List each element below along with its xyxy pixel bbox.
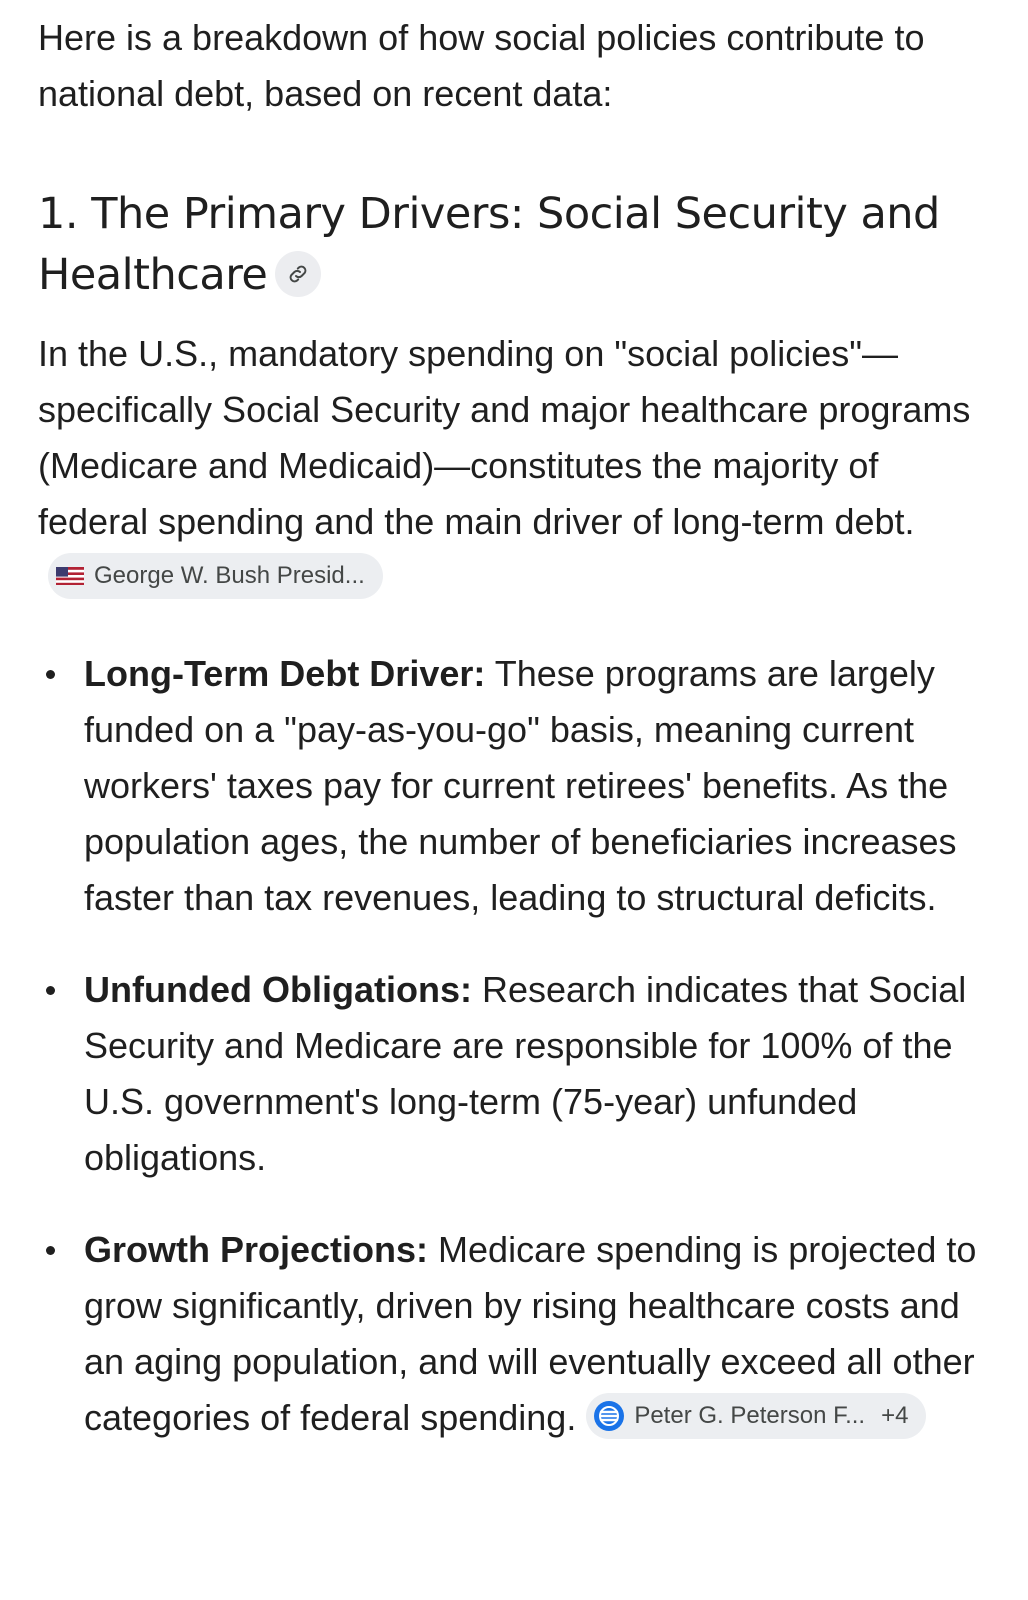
bullet-text: Research indicates that Social Security and Medicare are responsible for 100% of the U.S. government's long-term (75-year) unfunded obligations. [84, 969, 967, 1178]
us-flag-icon [56, 567, 84, 585]
source-chip-peterson[interactable] [586, 1393, 926, 1439]
bullet-text: Medicare spending is projected to grow significantly, driven by rising healthcare costs and an aging population, and will eventually exceed all other categories of federal spending. [84, 1229, 977, 1438]
link-icon [286, 262, 310, 286]
bullet-list [38, 646, 990, 1446]
list-item [38, 962, 990, 1186]
bullet-title: Growth Projections: [84, 1229, 429, 1270]
section-paragraph [38, 326, 990, 606]
bullet-dot [46, 670, 55, 679]
bullet-title: Long-Term Debt Driver: [84, 653, 486, 694]
list-item [38, 1222, 990, 1446]
bullet-title: Unfunded Obligations: [84, 969, 472, 1010]
source-chip-label: George W. Bush Presid... [94, 562, 365, 590]
peterson-foundation-icon [594, 1401, 624, 1431]
section-heading-text: 1. The Primary Drivers: Social Security and Healthcare [38, 189, 940, 300]
intro-text: Here is a breakdown of how social policies contribute to national debt, based on recent data: [38, 17, 925, 114]
bullet-text: These programs are largely funded on a "pay-as-you-go" basis, meaning current workers' taxes pay for current retirees' benefits. As the population ages, the number of beneficiaries increases faster than tax revenues, leading to structural deficits. [84, 653, 957, 918]
source-chip-label: Peter G. Peterson F... [634, 1402, 866, 1430]
source-chip-more-count: +4 [881, 1402, 909, 1430]
bullet-dot [46, 1246, 55, 1255]
bullet-dot [46, 986, 55, 995]
section-heading [38, 184, 990, 306]
list-item [38, 646, 990, 926]
section-paragraph-text: In the U.S., mandatory spending on "social policies"—specifically Social Security and major healthcare programs (Medicare and Medicaid)—constitutes the majority of federal spending and the main driver of long-term debt. [38, 333, 971, 542]
source-chip-bush[interactable] [48, 553, 383, 599]
heading-link-button[interactable] [275, 251, 321, 297]
